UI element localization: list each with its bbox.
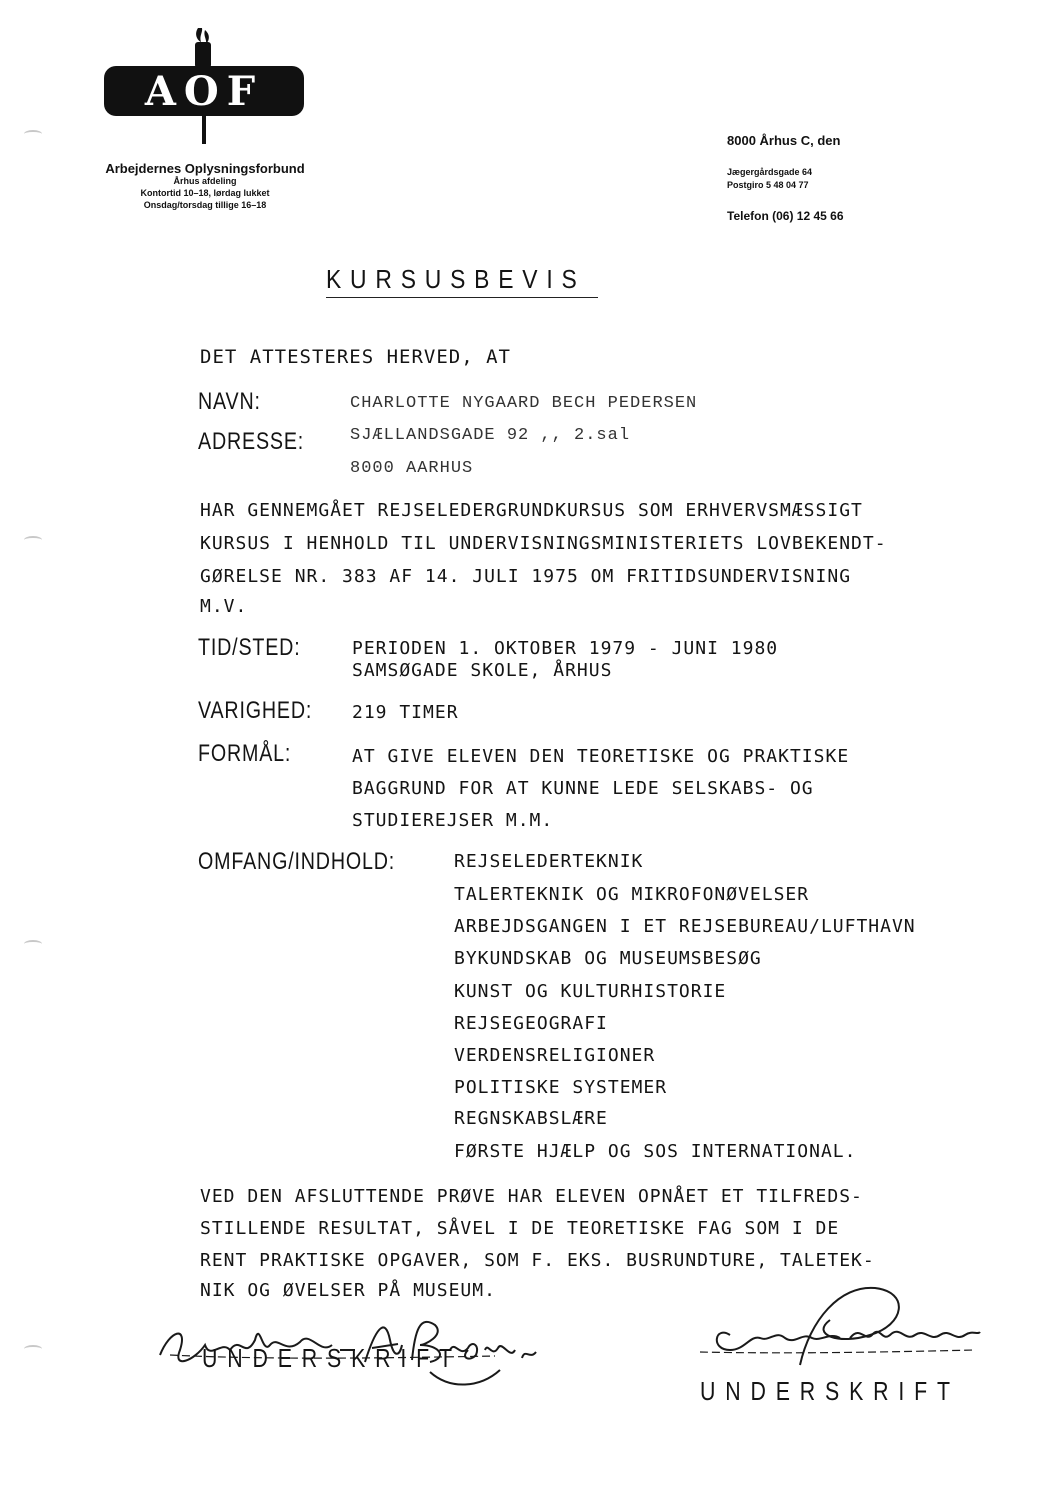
omfang-item: BYKUNDSKAB OG MUSEUMSBESØG: [454, 948, 762, 969]
tid-sted-period: PERIODEN 1. OKTOBER 1979 - JUNI 1980: [352, 638, 779, 659]
omfang-item: POLITISKE SYSTEMER: [454, 1077, 668, 1098]
signature-left-label: UNDERSKRIFT: [202, 1343, 462, 1373]
navn-label: NAVN:: [198, 388, 261, 415]
adresse-label: ADRESSE:: [198, 428, 305, 455]
punch-mark: [24, 940, 42, 948]
signature-right-label: UNDERSKRIFT: [700, 1376, 960, 1406]
navn-value: CHARLOTTE NYGAARD BECH PEDERSEN: [350, 394, 698, 413]
course-line: KURSUS I HENHOLD TIL UNDERVISNINGSMINISTERIETS LOVBEKENDT-: [200, 533, 887, 554]
street-address: Jægergårdsgade 64: [727, 167, 813, 177]
omfang-item: REGNSKABSLÆRE: [454, 1108, 608, 1129]
result-line: STILLENDE RESULTAT, SÅVEL I DE TEORETISKE FAG SOM I DE: [200, 1218, 840, 1239]
varighed-value: 219 TIMER: [352, 702, 459, 723]
omfang-item: ARBEJDSGANGEN I ET REJSEBUREAU/LUFTHAVN: [454, 916, 916, 937]
tid-sted-label: TID/STED:: [198, 634, 301, 661]
omfang-item: REJSEGEOGRAFI: [454, 1013, 608, 1034]
postgiro: Postgiro 5 48 04 77: [727, 180, 809, 190]
result-line: RENT PRAKTISKE OPGAVER, SOM F. EKS. BUSRUNDTURE, TALETEK-: [200, 1250, 875, 1271]
telephone: Telefon (06) 12 45 66: [727, 209, 844, 223]
formal-line: AT GIVE ELEVEN DEN TEORETISKE OG PRAKTISKE: [352, 746, 850, 767]
aof-logo: [102, 24, 306, 148]
adresse-line1: SJÆLLANDSGADE 92 ,, 2.sal: [350, 426, 631, 445]
result-line: VED DEN AFSLUTTENDE PRØVE HAR ELEVEN OPNÅET ET TILFREDS-: [200, 1186, 863, 1207]
course-line: HAR GENNEMGÅET REJSELEDERGRUNDKURSUS SOM ERHVERVSMÆSSIGT: [200, 500, 863, 521]
city-date-line: 8000 Århus C, den: [727, 133, 841, 148]
varighed-label: VARIGHED:: [198, 697, 313, 724]
punch-mark: [24, 1345, 42, 1353]
course-line: M.V.: [200, 596, 248, 617]
punch-mark: [24, 130, 42, 138]
office-hours-extra: Onsdag/torsdag tillige 16–18: [143, 200, 267, 210]
omfang-item: REJSELEDERTEKNIK: [454, 851, 644, 872]
omfang-item: KUNST OG KULTURHISTORIE: [454, 981, 727, 1002]
intro-text: DET ATTESTERES HERVED, AT: [200, 346, 511, 368]
signature-right: [690, 1280, 990, 1370]
omfang-item: VERDENSRELIGIONER: [454, 1045, 656, 1066]
org-name: Arbejdernes Oplysningsforbund: [105, 161, 305, 176]
omfang-label: OMFANG/INDHOLD:: [198, 848, 396, 875]
tid-sted-place: SAMSØGADE SKOLE, ÅRHUS: [352, 660, 613, 681]
logo-text: AOF: [144, 68, 264, 115]
punch-mark: [24, 536, 42, 544]
omfang-item: TALERTEKNIK OG MIKROFONØVELSER: [454, 884, 810, 905]
result-line: NIK OG ØVELSER PÅ MUSEUM.: [200, 1280, 496, 1301]
course-line: GØRELSE NR. 383 AF 14. JULI 1975 OM FRITIDSUNDERVISNING: [200, 566, 852, 587]
title-underline: [326, 297, 598, 298]
document-title: KURSUSBEVIS: [326, 264, 586, 294]
org-department: Århus afdeling: [173, 176, 237, 186]
adresse-line2: 8000 AARHUS: [350, 459, 474, 478]
formal-label: FORMÅL:: [198, 740, 292, 767]
omfang-item: FØRSTE HJÆLP OG SOS INTERNATIONAL.: [454, 1141, 857, 1162]
office-hours: Kontortid 10–18, lørdag lukket: [140, 188, 270, 198]
formal-line: STUDIEREJSER M.M.: [352, 810, 554, 831]
formal-line: BAGGRUND FOR AT KUNNE LEDE SELSKABS- OG: [352, 778, 814, 799]
